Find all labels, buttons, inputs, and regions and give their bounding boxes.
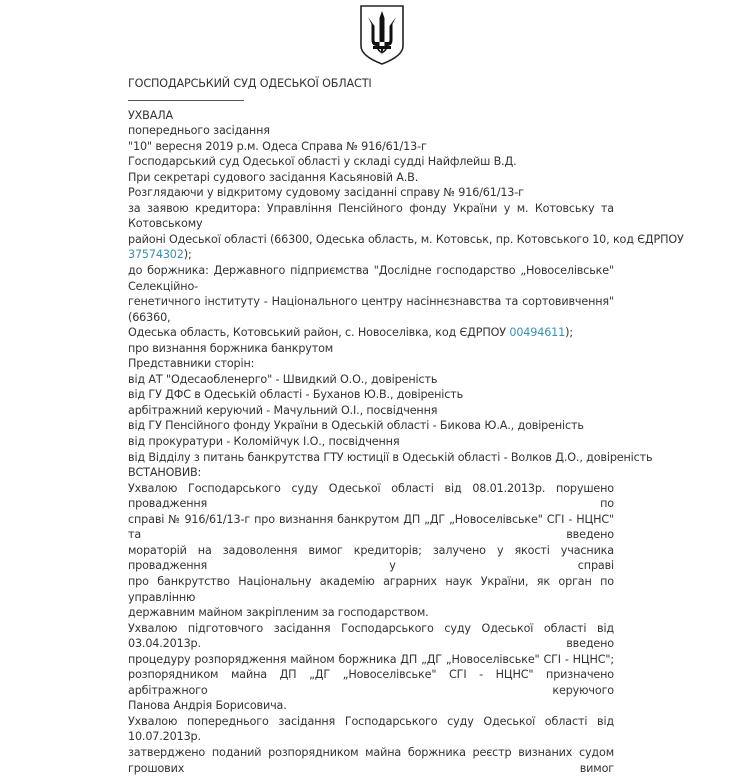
representative-item: від прокуратури - Коломійчук І.О., посвідчення <box>128 435 400 449</box>
document-subtype: попереднього засідання <box>128 124 270 138</box>
header-divider <box>128 92 244 101</box>
paragraph-line: Ухвалою попереднього засідання Господарського суду Одеської області від 10.07.2013р. <box>128 714 614 744</box>
paragraph-line: Ухвалою Господарського суду Одеської області від 08.01.2013р. порушено провадження по <box>128 481 614 511</box>
court-name: ГОСПОДАРСЬКИЙ СУД ОДЕСЬКОЇ ОБЛАСТІ <box>128 77 372 90</box>
court-composition: Господарський суд Одеської області у складі судді Найфлейш В.Д. <box>128 155 517 169</box>
debtor-line-1: до боржника: Державного підприємства "Дослідне господарство „Новоселівське" Селекційно- <box>128 264 614 293</box>
paragraph-line: Панова Андрія Борисовича. <box>128 699 287 713</box>
representatives-heading: Представники сторін: <box>128 357 255 371</box>
established-paragraph-2 <box>128 621 614 714</box>
established-heading: ВСТАНОВИВ: <box>128 466 202 480</box>
debtor-line-3-prefix: Одеська область, Котовський район, с. Новоселівка, код ЄДРПОУ <box>128 326 510 340</box>
paragraph-line: справі № 916/61/13-г про визнання банкрутом ДП „ДГ „Новоселівське" СГІ - НЦНС" та введено <box>128 512 614 542</box>
creditor-line-3-suffix: ); <box>183 248 192 262</box>
debtor-line-2: генетичного інституту - Національного центру насіннєзнавства та сортовивчення" (66360, <box>128 295 614 324</box>
established-paragraph-3 <box>128 714 614 776</box>
representative-item: від ГУ ДФС в Одеській області - Буханов Ю.В., довіреність <box>128 388 464 402</box>
case-subject: про визнання боржника банкрутом <box>128 341 334 355</box>
representative-item: арбітражний керуючий - Мачульний О.І., посвідчення <box>128 403 438 417</box>
court-secretary: При секретарі судового засідання Касьяновій А.В. <box>128 170 419 184</box>
paragraph-line: мораторій на задоволення вимог кредиторів; залучено у якості учасника провадження у справі <box>128 543 614 573</box>
paragraph-line: про банкрутство Національну академію аграрних наук України, як орган по управлінню <box>128 574 614 604</box>
representative-item: від Відділу з питань банкрутства ГТУ юстиції в Одеській області - Волков Д.О., довіреність <box>128 450 653 464</box>
creditor-line-1: за заявою кредитора: Управління Пенсійного фонду України у м. Котовську та Котовському <box>128 201 614 231</box>
representative-item: від ГУ Пенсійного фонду України в Одеській області - Бикова Ю.А., довіреність <box>128 419 584 433</box>
document-type: УХВАЛА <box>128 108 173 122</box>
paragraph-line: розпорядником майна ДП „ДГ „Новоселівське" СГІ - НЦНС" призначено арбітражного керуючого <box>128 668 614 697</box>
established-paragraph-1 <box>128 481 614 621</box>
court-ruling-document <box>128 76 684 776</box>
paragraph-line: процедуру розпорядження майном боржника ДП „ДГ „Новоселівське" СГІ - НЦНС"; <box>128 652 614 666</box>
ukraine-trident-emblem-icon <box>359 4 405 66</box>
debtor-line-3 <box>128 325 614 341</box>
creditor-line-2: районі Одеської області (66300, Одеська область, м. Котовськ, пр. Котовського 10, код ЄДРПОУ <box>128 232 684 246</box>
paragraph-line: державним майном закріпленим за господарством. <box>128 606 429 620</box>
representative-item: від АТ "Одесаобленерго" - Швидкий О.О., довіреність <box>128 372 438 386</box>
debtor-line-3-suffix: ); <box>565 326 573 340</box>
creditor-edrpou-link[interactable]: 37574302 <box>128 248 184 262</box>
creditor-line-3 <box>128 247 614 263</box>
paragraph-line: затверджено поданий розпорядником майна боржника реєстр визнаних судом грошових вимог <box>128 745 614 775</box>
date-and-case-number: "10" вересня 2019 р.м. Одеса Справа № 916/61/13-г <box>128 139 427 153</box>
paragraph-line: Ухвалою підготовчого засідання Господарського суду Одеської області від 03.04.2013р. введено <box>128 621 614 651</box>
case-consideration: Розглядаючи у відкритому судовому засіданні справу № 916/61/13-г <box>128 186 524 200</box>
debtor-edrpou-link[interactable]: 00494611 <box>509 326 566 340</box>
